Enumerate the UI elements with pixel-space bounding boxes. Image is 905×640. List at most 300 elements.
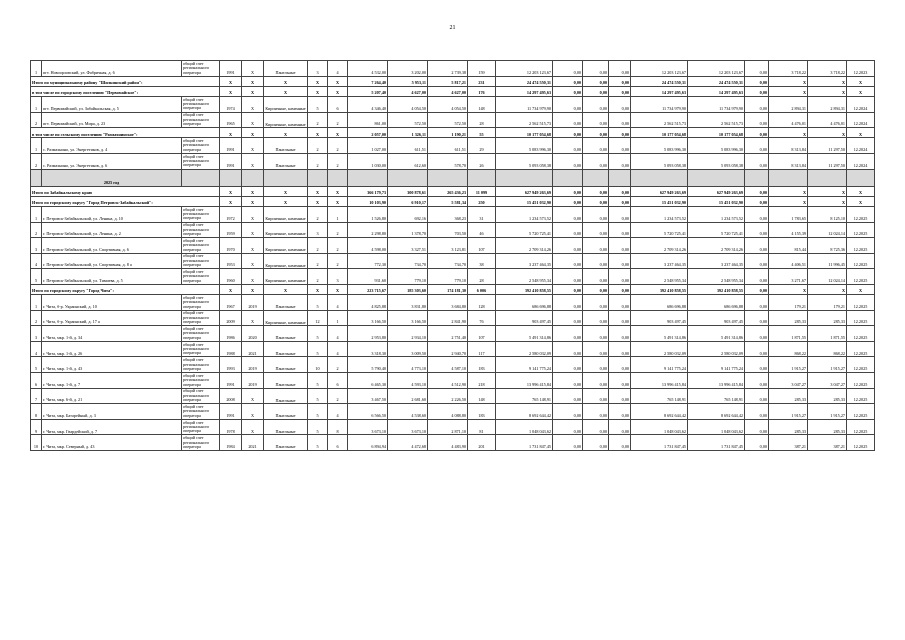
cell-k: 0,00	[745, 341, 769, 357]
cell-m: 1 871,55	[808, 326, 847, 342]
cell-entrances: 2	[328, 222, 348, 238]
cell-d: 107	[468, 326, 496, 342]
cell-i: 2 580 032,09	[631, 341, 688, 357]
subtotal-title: Итого по Забайкальскому краю	[31, 186, 220, 196]
cell-entrances: 4	[328, 61, 348, 77]
cell-f: 0,00	[553, 206, 583, 222]
cell-e: 9 141 775,24	[496, 357, 553, 373]
cell-year-built: X	[220, 284, 242, 294]
cell-row-number: 2	[31, 112, 42, 128]
cell-l: 3 718,22	[769, 61, 808, 77]
cell-m: 12 024,14	[808, 269, 847, 285]
table-row	[31, 341, 875, 357]
cell-k: 0,00	[745, 326, 769, 342]
cell-wall-material: Панельные	[264, 357, 308, 373]
cell-n: 12.2025	[847, 373, 875, 389]
cell-address: г. Петровск-Забайкальский, ул. Спортивная, д. 6	[42, 238, 182, 254]
cell-floors: 5	[308, 404, 328, 420]
cell-i: 2 548 955,34	[631, 269, 688, 285]
cell-b: 612,60	[388, 153, 428, 169]
cell-f: 0,00	[553, 112, 583, 128]
cell-k: 0,00	[745, 284, 769, 294]
cell-a: 931,60	[348, 269, 388, 285]
table-row	[31, 61, 875, 77]
cell-l: 1 915,27	[769, 357, 808, 373]
cell-g: 0,00	[583, 138, 609, 154]
cell-j: 3 237 464,35	[688, 253, 745, 269]
cell-wall-material: Кирпичные, каменные	[264, 253, 308, 269]
cell-d: 128	[468, 295, 496, 311]
year-spacer-cell	[496, 169, 553, 186]
cell-wall-material: Кирпичные, каменные	[264, 269, 308, 285]
cell-b: 5 953,11	[388, 76, 428, 86]
cell-n: 12.2025	[847, 253, 875, 269]
cell-b: 4 538,60	[388, 404, 428, 420]
cell-floors: 2	[308, 112, 328, 128]
cell-m: 868,22	[808, 341, 847, 357]
cell-wall-material: Панельные	[264, 373, 308, 389]
cell-f: 0,00	[553, 341, 583, 357]
cell-year-built: 1988	[220, 341, 242, 357]
cell-year-overhaul: X	[242, 284, 264, 294]
cell-address: г. Петровск-Забайкальский, ул. Ленина, д. 10	[42, 206, 182, 222]
cell-f: 0,00	[553, 138, 583, 154]
cell-year-overhaul: X	[242, 253, 264, 269]
cell-h: 0,00	[609, 310, 631, 326]
cell-i: 5 720 725,41	[631, 222, 688, 238]
cell-year-overhaul: X	[242, 186, 264, 196]
table-row	[31, 206, 875, 222]
cell-floors: 2	[308, 269, 328, 285]
cell-k: 0,00	[745, 388, 769, 404]
cell-entrances: X	[328, 128, 348, 138]
cell-f: 0,00	[553, 357, 583, 373]
cell-floors: X	[308, 128, 328, 138]
cell-l: 285,33	[769, 310, 808, 326]
cell-j: 5 093 058,38	[688, 153, 745, 169]
cell-l: X	[769, 86, 808, 96]
cell-f: 0,00	[553, 186, 583, 196]
cell-g: 0,00	[583, 269, 609, 285]
cell-g: 0,00	[583, 373, 609, 389]
cell-year-overhaul: X	[242, 138, 264, 154]
cell-f: 0,00	[553, 86, 583, 96]
cell-i: 627 949 263,69	[631, 186, 688, 196]
cell-e: 12 203 123,67	[496, 61, 553, 77]
cell-c: 3 684,80	[428, 295, 468, 311]
year-spacer-cell	[583, 169, 609, 186]
cell-n: 12.2023	[847, 61, 875, 77]
cell-year-built: 1970	[220, 238, 242, 254]
cell-b: 611,51	[388, 138, 428, 154]
cell-floors: X	[308, 196, 328, 206]
cell-n: 12.2025	[847, 238, 875, 254]
cell-b: 4 627,00	[388, 86, 428, 96]
cell-k: 0,00	[745, 112, 769, 128]
cell-m: 3 718,22	[808, 61, 847, 77]
cell-j: 903 497,45	[688, 310, 745, 326]
table-row	[31, 404, 875, 420]
cell-year-built: 1974	[220, 96, 242, 112]
subtotal-title: в том числе по городскому поселению "Первомайское":	[31, 86, 220, 96]
cell-year-built: 1991	[220, 138, 242, 154]
cell-fund-method: общий счет регионального оператора	[182, 295, 220, 311]
cell-m: 4 476,01	[808, 112, 847, 128]
cell-e: 10 177 054,68	[496, 128, 553, 138]
cell-g: 0,00	[583, 238, 609, 254]
cell-floors: 2	[308, 206, 328, 222]
cell-d: 38	[468, 253, 496, 269]
cell-m: X	[808, 186, 847, 196]
cell-c: 368,23	[428, 206, 468, 222]
cell-d: 55	[468, 128, 496, 138]
cell-j: 10 177 054,68	[688, 128, 745, 138]
cell-i: 5 491 314,86	[631, 326, 688, 342]
cell-j: 5 083 996,30	[688, 138, 745, 154]
cell-e: 24 474 550,31	[496, 76, 553, 86]
cell-fund-method: общий счет регионального оператора	[182, 138, 220, 154]
year-spacer-cell	[847, 169, 875, 186]
cell-d: 218	[468, 373, 496, 389]
cell-n: X	[847, 86, 875, 96]
cell-entrances: X	[328, 284, 348, 294]
cell-j: 1 234 573,52	[688, 206, 745, 222]
cell-entrances: 2	[328, 238, 348, 254]
cell-h: 0,00	[609, 326, 631, 342]
cell-wall-material: Панельные	[264, 61, 308, 77]
cell-year-built: 1984	[220, 435, 242, 451]
cell-i: 765 148,91	[631, 388, 688, 404]
cell-h: 0,00	[609, 284, 631, 294]
cell-floors: X	[308, 76, 328, 86]
cell-year-built: 2009	[220, 310, 242, 326]
cell-k: 0,00	[745, 206, 769, 222]
cell-j: 686 696,88	[688, 295, 745, 311]
cell-a: 5 790,40	[348, 357, 388, 373]
cell-k: 0,00	[745, 238, 769, 254]
cell-a: 7 264,40	[348, 76, 388, 86]
cell-e: 5 093 058,38	[496, 153, 553, 169]
year-spacer-cell	[428, 169, 468, 186]
cell-year-built: 1965	[220, 112, 242, 128]
cell-d: 26	[468, 153, 496, 169]
cell-year-overhaul: X	[242, 222, 264, 238]
cell-entrances: 2	[328, 138, 348, 154]
cell-h: 0,00	[609, 357, 631, 373]
cell-g: 0,00	[583, 419, 609, 435]
table-row	[31, 435, 875, 451]
cell-row-number: 10	[31, 435, 42, 451]
cell-a: 4 598,00	[348, 238, 388, 254]
cell-h: 0,00	[609, 253, 631, 269]
cell-a: 3 166,50	[348, 310, 388, 326]
cell-g: 0,00	[583, 295, 609, 311]
cell-m: 12 024,14	[808, 222, 847, 238]
cell-wall-material: Кирпичные, каменные	[264, 112, 308, 128]
cell-floors: 5	[308, 295, 328, 311]
cell-b: 734,70	[388, 253, 428, 269]
cell-h: 0,00	[609, 435, 631, 451]
cell-fund-method: общий счет регионального оператора	[182, 388, 220, 404]
cell-d: 28	[468, 112, 496, 128]
cell-row-number: 9	[31, 419, 42, 435]
cell-entrances: 8	[328, 419, 348, 435]
cell-d: 11 099	[468, 186, 496, 196]
subtotal-row	[31, 284, 875, 294]
subtotal-title: в том числе по сельскому поселению "Размахнинское":	[31, 128, 220, 138]
cell-entrances: 4	[328, 341, 348, 357]
cell-m: X	[808, 196, 847, 206]
cell-floors: 5	[308, 341, 328, 357]
cell-g: 0,00	[583, 284, 609, 294]
year-spacer-cell	[182, 169, 220, 186]
cell-h: 0,00	[609, 112, 631, 128]
cell-entrances: X	[328, 186, 348, 196]
cell-l: 4 476,01	[769, 112, 808, 128]
cell-g: 0,00	[583, 96, 609, 112]
cell-g: 0,00	[583, 76, 609, 86]
year-spacer-cell	[308, 169, 328, 186]
table-body	[31, 61, 875, 451]
subtotal-row	[31, 128, 875, 138]
cell-i: 10 177 054,68	[631, 128, 688, 138]
cell-fund-method: общий счет регионального оператора	[182, 357, 220, 373]
cell-wall-material: Панельные	[264, 388, 308, 404]
year-spacer-cell	[808, 169, 847, 186]
cell-l: X	[769, 76, 808, 86]
cell-year-overhaul: 2019	[242, 357, 264, 373]
cell-k: 0,00	[745, 138, 769, 154]
cell-year-overhaul: X	[242, 153, 264, 169]
page-number: 21	[449, 25, 456, 31]
cell-c: 578,70	[428, 153, 468, 169]
cell-i: 2 562 515,73	[631, 112, 688, 128]
cell-a: 2 953,80	[348, 326, 388, 342]
cell-year-overhaul: X	[242, 196, 264, 206]
cell-g: 0,00	[583, 435, 609, 451]
cell-g: 0,00	[583, 404, 609, 420]
cell-i: 1 048 043,62	[631, 419, 688, 435]
cell-entrances: X	[328, 76, 348, 86]
cell-address: с. Размахнино, ул. Энергетиков, д. 4	[42, 138, 182, 154]
cell-row-number: 2	[31, 310, 42, 326]
subtotal-title: Итого по муниципальному району "Шилкинский район":	[31, 76, 220, 86]
cell-wall-material: Панельные	[264, 326, 308, 342]
cell-l: 285,33	[769, 419, 808, 435]
cell-floors: 5	[308, 96, 328, 112]
year-spacer-cell	[468, 169, 496, 186]
cell-f: 0,00	[553, 295, 583, 311]
cell-wall-material: X	[264, 86, 308, 96]
cell-row-number: 1	[31, 96, 42, 112]
cell-h: 0,00	[609, 196, 631, 206]
cell-row-number: 1	[31, 138, 42, 154]
cell-j: 765 148,91	[688, 388, 745, 404]
cell-k: 0,00	[745, 269, 769, 285]
cell-d: 117	[468, 341, 496, 357]
cell-year-overhaul: X	[242, 206, 264, 222]
cell-j: 15 451 032,90	[688, 196, 745, 206]
cell-e: 2 709 314,26	[496, 238, 553, 254]
cell-entrances: 1	[328, 206, 348, 222]
cell-wall-material: Панельные	[264, 138, 308, 154]
cell-a: 4 825,88	[348, 295, 388, 311]
cell-k: 0,00	[745, 76, 769, 86]
cell-b: 4 054,50	[388, 96, 428, 112]
cell-year-overhaul: 2020	[242, 326, 264, 342]
cell-b: 6 910,17	[388, 196, 428, 206]
cell-m: 8 125,10	[808, 206, 847, 222]
cell-d: 250	[468, 196, 496, 206]
cell-address: г. Чита, мкр. 1-й, д. 34	[42, 326, 182, 342]
cell-floors: 10	[308, 357, 328, 373]
cell-b: 779,10	[388, 269, 428, 285]
cell-a: 3 318,30	[348, 341, 388, 357]
cell-l: 1 783,65	[769, 206, 808, 222]
cell-n: X	[847, 76, 875, 86]
cell-l: X	[769, 196, 808, 206]
cell-l: X	[769, 186, 808, 196]
cell-wall-material: Панельные	[264, 435, 308, 451]
cell-j: 9 141 775,24	[688, 357, 745, 373]
cell-row-number: 5	[31, 269, 42, 285]
cell-row-number: 6	[31, 373, 42, 389]
cell-c: 4 512,90	[428, 373, 468, 389]
cell-d: 76	[468, 310, 496, 326]
table-row	[31, 112, 875, 128]
cell-k: 0,00	[745, 222, 769, 238]
cell-h: 0,00	[609, 76, 631, 86]
table-row	[31, 388, 875, 404]
cell-b: 185 303,60	[388, 284, 428, 294]
cell-d: 201	[468, 435, 496, 451]
cell-j: 24 474 550,31	[688, 76, 745, 86]
cell-h: 0,00	[609, 341, 631, 357]
cell-n: 12.2025	[847, 222, 875, 238]
table-row	[31, 310, 875, 326]
cell-year-built: X	[220, 86, 242, 96]
cell-d: 81	[468, 419, 496, 435]
cell-h: 0,00	[609, 388, 631, 404]
cell-f: 0,00	[553, 253, 583, 269]
table-row	[31, 357, 875, 373]
cell-fund-method: общий счет регионального оператора	[182, 222, 220, 238]
cell-l: 8 313,84	[769, 138, 808, 154]
cell-c: 4 088,80	[428, 404, 468, 420]
year-spacer-cell	[242, 169, 264, 186]
cell-e: 5 083 996,30	[496, 138, 553, 154]
cell-entrances: X	[328, 196, 348, 206]
year-spacer-cell	[769, 169, 808, 186]
cell-k: 0,00	[745, 128, 769, 138]
cell-m: X	[808, 76, 847, 86]
cell-e: 8 692 644,42	[496, 404, 553, 420]
cell-i: 1 234 573,52	[631, 206, 688, 222]
cell-fund-method: общий счет регионального оператора	[182, 310, 220, 326]
cell-d: 183	[468, 404, 496, 420]
cell-m: 3 047,27	[808, 373, 847, 389]
cell-d: 28	[468, 269, 496, 285]
cell-h: 0,00	[609, 269, 631, 285]
cell-g: 0,00	[583, 86, 609, 96]
cell-h: 0,00	[609, 206, 631, 222]
cell-f: 0,00	[553, 419, 583, 435]
cell-a: 3 467,50	[348, 388, 388, 404]
cell-i: 11 734 979,90	[631, 96, 688, 112]
cell-k: 0,00	[745, 419, 769, 435]
cell-floors: 2	[308, 238, 328, 254]
cell-m: 8 725,36	[808, 238, 847, 254]
cell-j: 2 709 314,26	[688, 238, 745, 254]
cell-b: 4 773,10	[388, 357, 428, 373]
cell-n: 12.2025	[847, 326, 875, 342]
cell-wall-material: Кирпичные, каменные	[264, 310, 308, 326]
cell-g: 0,00	[583, 341, 609, 357]
cell-year-built: 1991	[220, 404, 242, 420]
cell-floors: 3	[308, 222, 328, 238]
cell-e: 15 451 032,90	[496, 196, 553, 206]
cell-n: 12.2025	[847, 419, 875, 435]
subtotal-row	[31, 86, 875, 96]
cell-year-built: 1953	[220, 253, 242, 269]
cell-f: 0,00	[553, 310, 583, 326]
cell-k: 0,00	[745, 357, 769, 373]
cell-h: 0,00	[609, 138, 631, 154]
cell-g: 0,00	[583, 112, 609, 128]
cell-n: 12.2025	[847, 404, 875, 420]
cell-floors: 2	[308, 253, 328, 269]
cell-d: 107	[468, 238, 496, 254]
cell-year-overhaul: X	[242, 404, 264, 420]
cell-g: 0,00	[583, 196, 609, 206]
cell-n: X	[847, 196, 875, 206]
cell-c: 2 751,40	[428, 326, 468, 342]
cell-e: 3 237 464,35	[496, 253, 553, 269]
cell-l: 4 406,51	[769, 253, 808, 269]
cell-g: 0,00	[583, 128, 609, 138]
cell-a: 6 894,94	[348, 435, 388, 451]
table-row	[31, 295, 875, 311]
cell-b: 4 593,10	[388, 373, 428, 389]
subtotal-title: Итого по городскому округу "Город Петровск-Забайкальский":	[31, 196, 220, 206]
cell-a: 1 027,00	[348, 138, 388, 154]
cell-i: 686 696,88	[631, 295, 688, 311]
cell-year-overhaul: X	[242, 112, 264, 128]
cell-d: 231	[468, 76, 496, 86]
cell-e: 5 491 314,86	[496, 326, 553, 342]
cell-a: 861,00	[348, 112, 388, 128]
cell-l: 179,21	[769, 295, 808, 311]
cell-g: 0,00	[583, 326, 609, 342]
table-row	[31, 238, 875, 254]
cell-g: 0,00	[583, 61, 609, 77]
cell-h: 0,00	[609, 373, 631, 389]
cell-row-number: 3	[31, 238, 42, 254]
cell-i: 13 996 415,84	[631, 373, 688, 389]
cell-year-overhaul: X	[242, 269, 264, 285]
cell-wall-material: Кирпичные, каменные	[264, 222, 308, 238]
year-spacer-cell	[31, 169, 42, 186]
cell-l: 1 871,55	[769, 326, 808, 342]
cell-i: 15 451 032,90	[631, 196, 688, 206]
cell-l: 387,21	[769, 435, 808, 451]
cell-year-built: X	[220, 196, 242, 206]
cell-d: 148	[468, 388, 496, 404]
cell-address: г. Чита, б-р. Украинский, д. 10	[42, 295, 182, 311]
cell-c: 779,10	[428, 269, 468, 285]
cell-year-built: 1986	[220, 326, 242, 342]
cell-c: 572,50	[428, 112, 468, 128]
